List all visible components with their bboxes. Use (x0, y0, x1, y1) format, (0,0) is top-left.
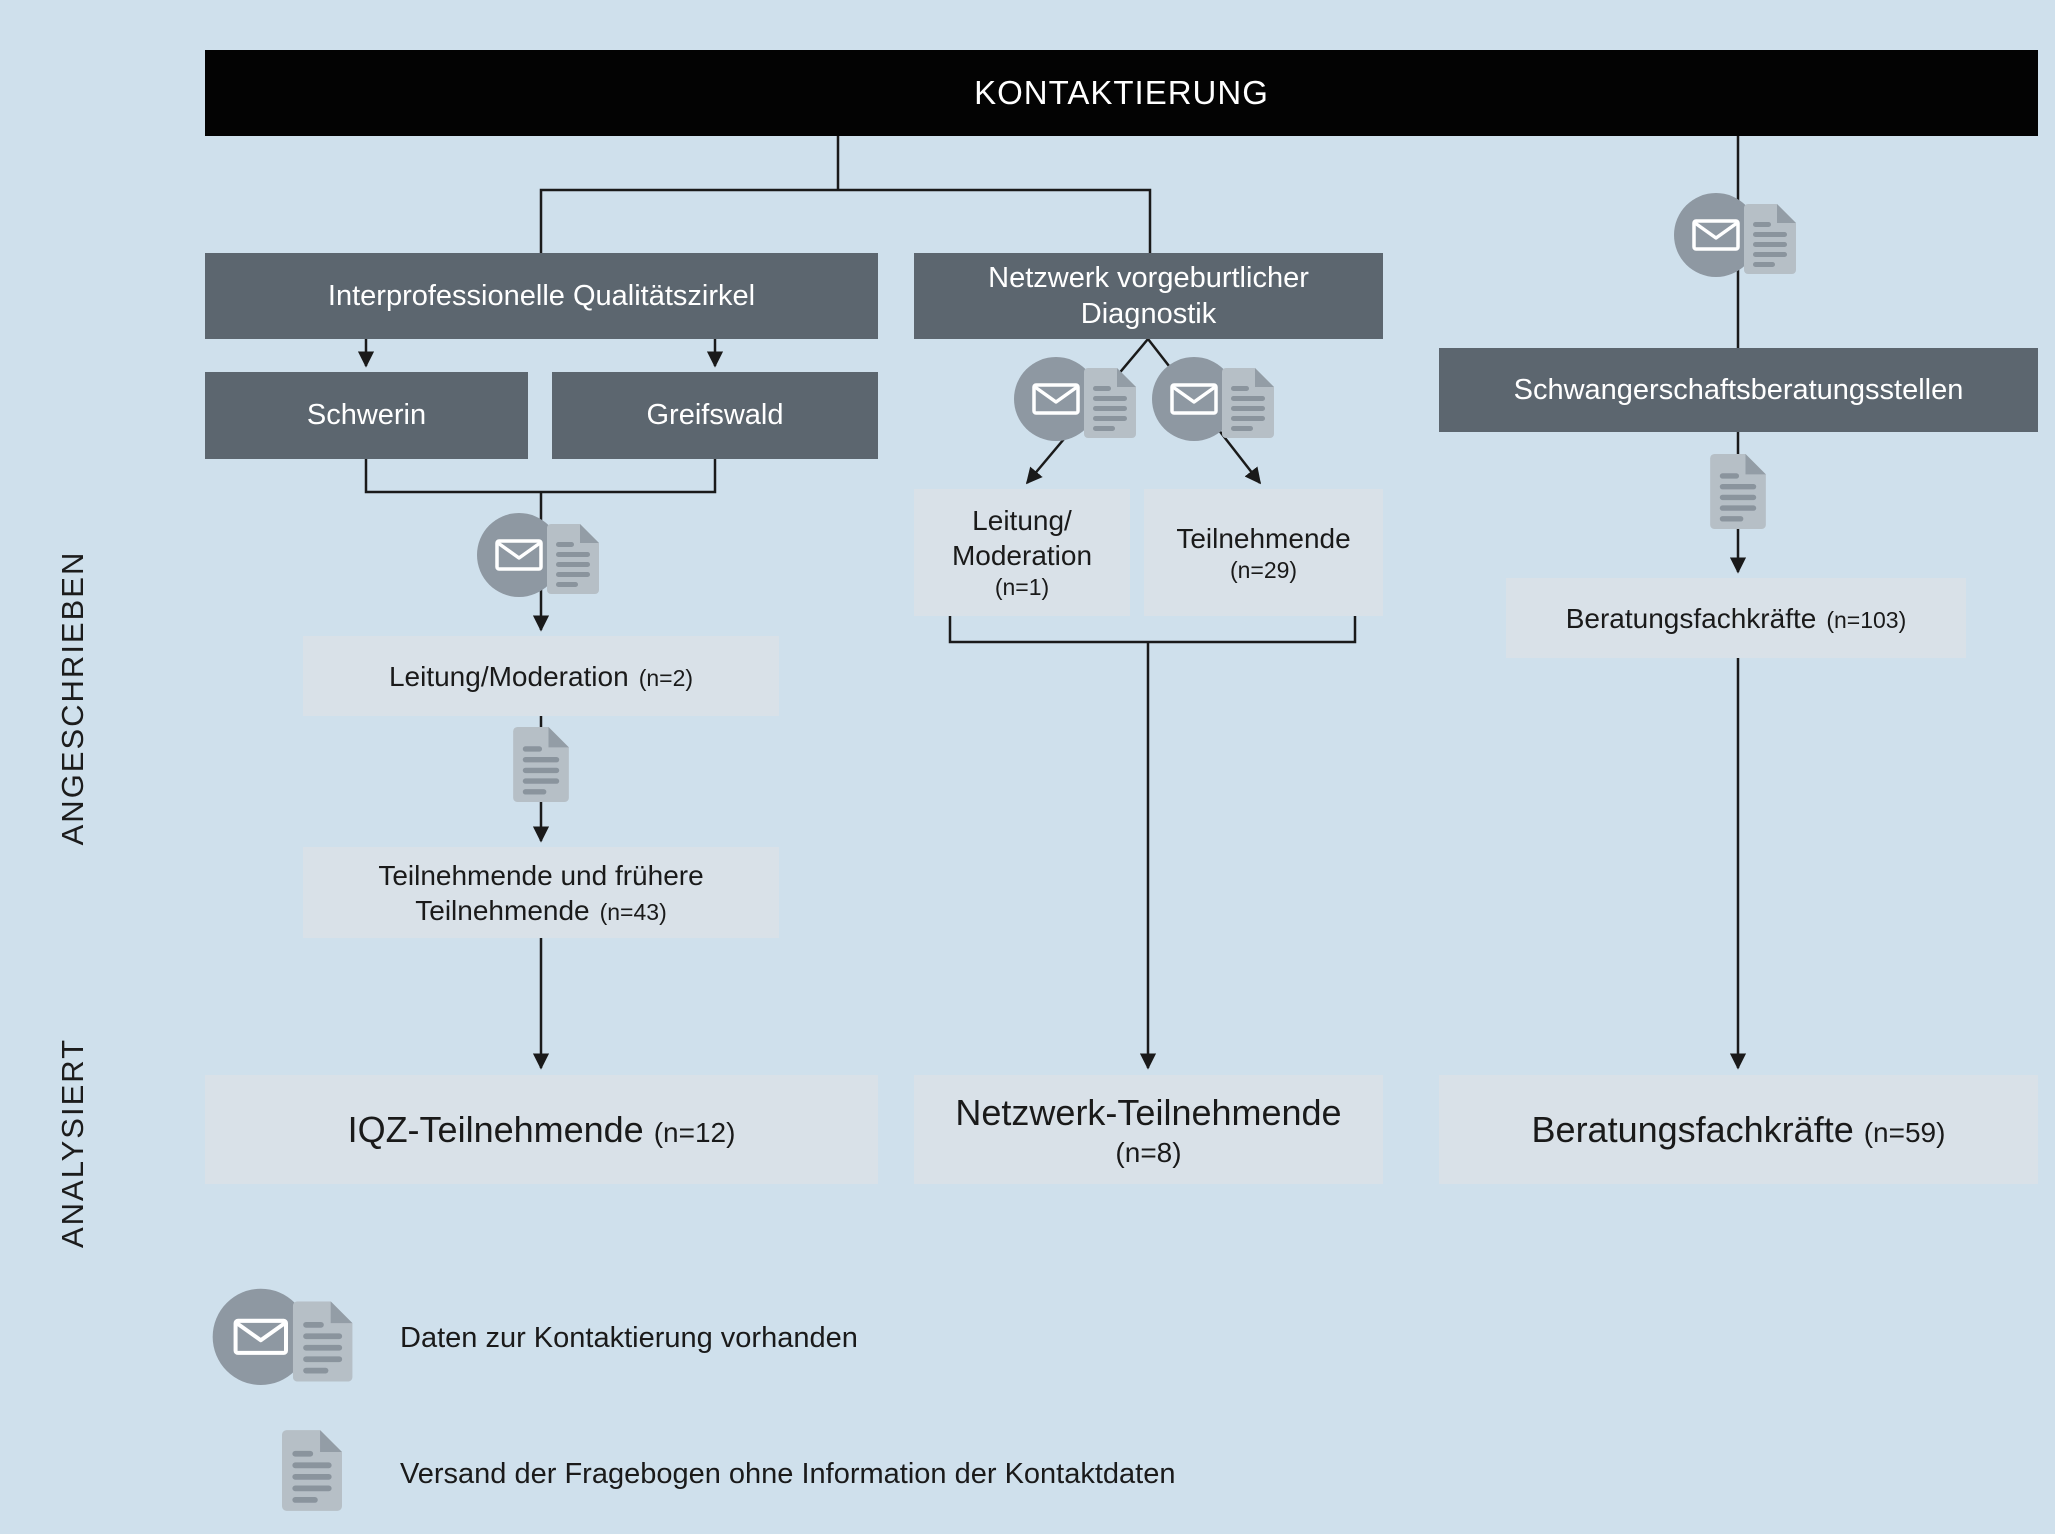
node-iqz-result-count: (n=12) (653, 1117, 736, 1148)
page-title: KONTAKTIERUNG (974, 74, 1269, 111)
doc-icon (513, 727, 569, 802)
node-netzwerk-leitung-line1: Leitung/ (972, 505, 1072, 537)
node-schwerin (205, 372, 528, 459)
legend-text-questionnaire: Versand der Fragebogen ohne Information der Kontaktdaten (400, 1458, 1176, 1490)
node-iqz-root-label: Interprofessionelle Qualitätszirkel (327, 279, 756, 312)
node-netzwerk-leitung (914, 489, 1130, 616)
node-netzwerk-result (914, 1075, 1383, 1184)
node-iqz-result-label: IQZ-Teilnehmende (347, 1109, 644, 1150)
legend-mail-doc-icon (210, 1283, 362, 1393)
node-iqz-leitung-count: (n=2) (638, 664, 694, 691)
node-iqz-result (205, 1075, 878, 1184)
node-netzwerk-result-count: (n=8) (1115, 1136, 1182, 1168)
node-iqz-teilnehmende-line2: Teilnehmende (415, 894, 590, 926)
node-netzwerk-result-label: Netzwerk-Teilnehmende (955, 1091, 1342, 1133)
legend-text-contact-data: Daten zur Kontaktierung vorhanden (400, 1322, 858, 1354)
node-netzwerk-root (914, 253, 1383, 339)
doc-icon (1710, 454, 1766, 529)
node-netzwerk-root-label: Netzwerk vorgeburtlicher Diagnostik (988, 261, 1309, 330)
node-greifswald-label: Greifswald (646, 399, 784, 432)
node-beratung-fachkraefte-label: Beratungsfachkräfte (1565, 602, 1817, 634)
node-beratung-result-label: Beratungsfachkräfte (1531, 1109, 1854, 1150)
node-beratung-root-label: Schwangerschaftsberatungsstellen (1513, 373, 1964, 406)
node-iqz-teilnehmende-count: (n=43) (599, 898, 667, 925)
node-iqz-root (205, 253, 878, 339)
node-netzwerk-leitung-count: (n=1) (994, 574, 1050, 601)
mail-doc-icon (1150, 352, 1282, 448)
node-iqz-teilnehmende (303, 847, 779, 938)
node-beratung-fachkraefte (1506, 578, 1966, 658)
node-iqz-teilnehmende-line1: Teilnehmende und frühere (378, 859, 704, 891)
node-beratung-result-count: (n=59) (1863, 1117, 1946, 1148)
mail-doc-icon (1672, 188, 1804, 284)
node-beratung-root (1439, 348, 2038, 432)
mail-doc-icon (475, 508, 607, 604)
node-beratung-result (1439, 1075, 2038, 1184)
node-iqz-leitung (303, 636, 779, 716)
node-greifswald (552, 372, 878, 459)
row-label-analysiert: ANALYSIERT (55, 1037, 90, 1249)
legend-doc-icon (282, 1430, 342, 1511)
node-iqz-leitung-label: Leitung/Moderation (388, 660, 629, 692)
node-schwerin-label: Schwerin (306, 399, 427, 432)
node-netzwerk-teilnehmende-label: Teilnehmende (1176, 522, 1351, 554)
row-label-angeschrieben: ANGESCHRIEBEN (55, 550, 90, 846)
header-bar (205, 50, 2038, 136)
node-beratung-fachkraefte-count: (n=103) (1826, 606, 1907, 633)
node-netzwerk-teilnehmende-count: (n=29) (1229, 556, 1298, 583)
mail-doc-icon (1012, 352, 1144, 448)
node-netzwerk-leitung-line2: Moderation (951, 540, 1093, 572)
node-netzwerk-teilnehmende (1144, 489, 1383, 616)
